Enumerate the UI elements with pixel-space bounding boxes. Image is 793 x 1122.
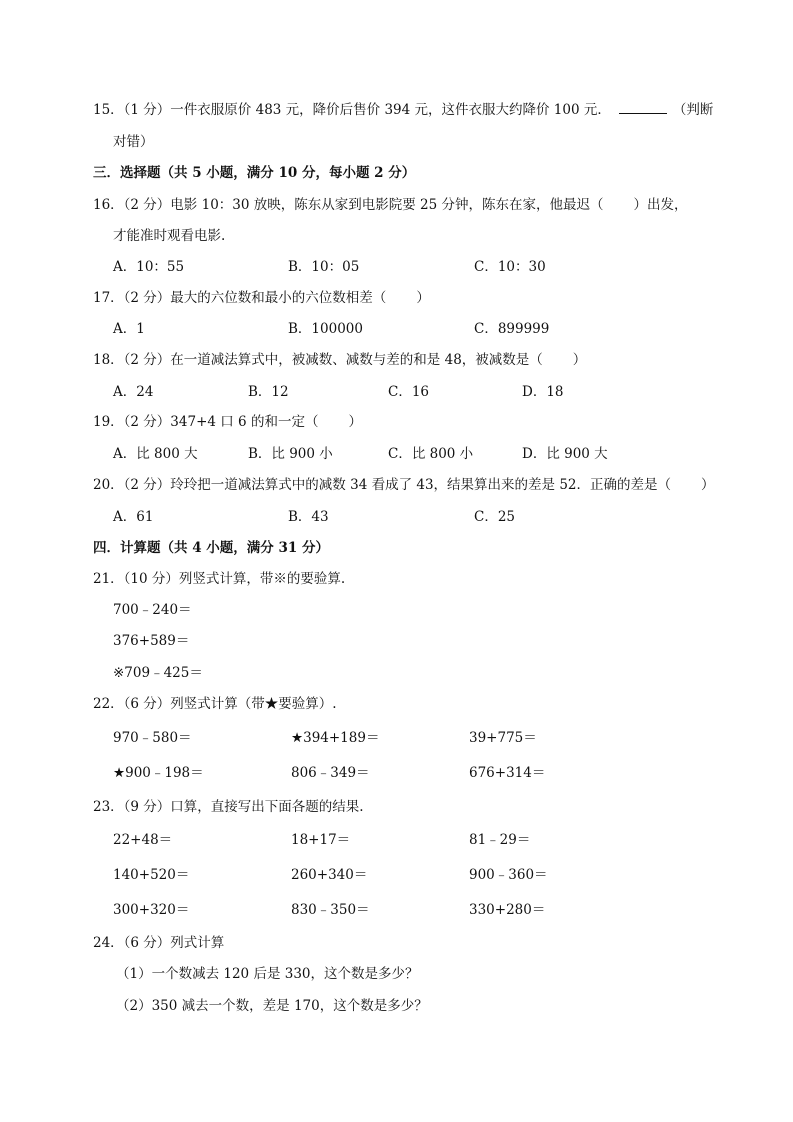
option-a: A．1 <box>113 321 145 337</box>
calc-item: ★394+189＝ <box>291 730 380 746</box>
option-a: A．24 <box>113 384 154 400</box>
option-a: A．61 <box>113 509 154 525</box>
oral-calc-item: 140+520＝ <box>113 867 190 883</box>
word-problem-1: （1）一个数减去 120 后是 330，这个数是多少？ <box>116 966 419 982</box>
oral-calc-item: 300+320＝ <box>113 902 190 918</box>
section-heading-calculation: 四．计算题（共 4 小题，满分 31 分） <box>93 540 329 556</box>
answer-blank[interactable] <box>619 101 667 114</box>
question-15-line1 <box>93 101 713 119</box>
option-c: C．25 <box>474 509 516 525</box>
option-a: A．比 800 大 <box>113 446 198 462</box>
calc-item: 970﹣580＝ <box>113 730 192 746</box>
question-18 <box>93 351 586 369</box>
question-21-stem: 21．（10 分）列竖式计算，带※的要验算. <box>93 571 346 587</box>
question-17-text: 17．（2 分）最大的六位数和最小的六位数相差（ <box>93 290 387 306</box>
question-15-line2: 对错） <box>113 134 154 150</box>
oral-calc-item: 81﹣29＝ <box>469 832 531 848</box>
question-19-text: 19．（2 分）347+4 口 6 的和一定（ <box>93 414 319 430</box>
option-b: B．12 <box>248 384 289 400</box>
calc-item: 39+775＝ <box>469 730 537 746</box>
calc-item: ★900﹣198＝ <box>113 765 204 781</box>
option-d: D．18 <box>522 384 564 400</box>
question-20-text-end: ） <box>701 477 715 493</box>
question-18-text-end: ） <box>572 352 587 368</box>
calc-item: 676+314＝ <box>469 765 546 781</box>
option-d: D．比 900 大 <box>522 446 608 462</box>
option-b: B．100000 <box>288 321 363 337</box>
calc-item: 700﹣240＝ <box>113 602 192 618</box>
question-20 <box>93 476 715 494</box>
oral-calc-item: 260+340＝ <box>291 867 368 883</box>
question-23-stem: 23．（9 分）口算，直接写出下面各题的结果. <box>93 799 364 815</box>
option-c: C．比 800 小 <box>388 446 474 462</box>
calc-item: 376+589＝ <box>113 633 190 649</box>
section-heading-choice: 三．选择题（共 5 小题，满分 10 分，每小题 2 分） <box>93 165 416 181</box>
question-15-tail: （判断 <box>672 102 714 118</box>
word-problem-2: （2）350 减去一个数，差是 170，这个数是多少？ <box>116 998 428 1014</box>
question-18-text: 18．（2 分）在一道减法算式中，被减数、减数与差的和是 48，被减数是（ <box>93 352 543 368</box>
option-b: B．43 <box>288 509 329 525</box>
option-c: C．899999 <box>474 321 550 337</box>
question-17-text-end: ） <box>416 290 430 306</box>
question-16-line1 <box>93 196 688 214</box>
option-c: C．10：30 <box>474 259 546 275</box>
question-19-text-end: ） <box>348 414 362 430</box>
question-17 <box>93 289 430 307</box>
question-24-stem: 24．（6 分）列式计算 <box>93 935 225 951</box>
question-19 <box>93 413 362 431</box>
question-16-text-end: ）出发， <box>633 197 688 213</box>
calc-item: 806﹣349＝ <box>291 765 370 781</box>
question-15-text: 15．（1 分）一件衣服原价 483 元，降价后售价 394 元，这件衣服大约降价 100 元． <box>93 102 611 118</box>
option-b: B．10：05 <box>288 259 360 275</box>
oral-calc-item: 330+280＝ <box>469 902 546 918</box>
oral-calc-item: 900﹣360＝ <box>469 867 548 883</box>
option-a: A．10：55 <box>113 259 185 275</box>
oral-calc-item: 22+48＝ <box>113 832 173 848</box>
calc-item: ※709﹣425＝ <box>113 665 203 681</box>
question-22-stem: 22．（6 分）列竖式计算（带★要验算）. <box>93 696 337 712</box>
option-b: B．比 900 小 <box>248 446 333 462</box>
option-c: C．16 <box>388 384 430 400</box>
question-20-text: 20．（2 分）玲玲把一道减法算式中的减数 34 看成了 43，结果算出来的差是 52．正确的差是（ <box>93 477 672 493</box>
oral-calc-item: 830﹣350＝ <box>291 902 370 918</box>
question-16-text: 16．（2 分）电影 10：30 放映，陈东从家到电影院要 25 分钟，陈东在家，他最迟（ <box>93 197 604 213</box>
question-16-line2: 才能准时观看电影. <box>113 228 226 244</box>
oral-calc-item: 18+17＝ <box>291 832 351 848</box>
